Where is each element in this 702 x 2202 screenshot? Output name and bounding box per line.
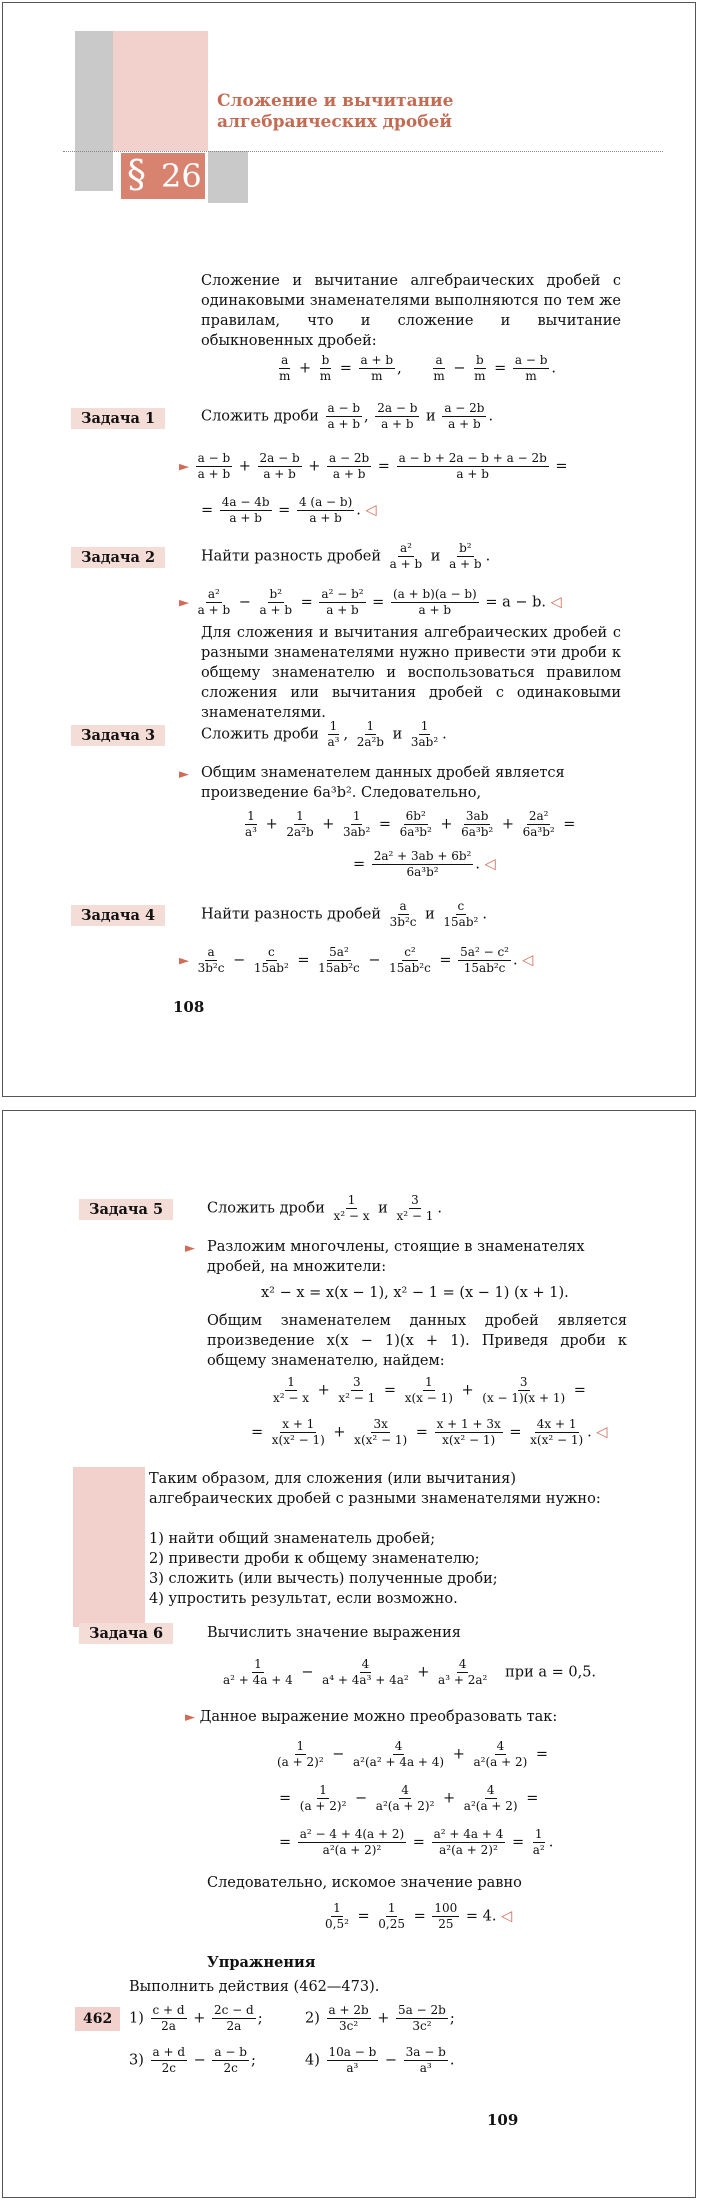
task2-label: Задача 2	[71, 547, 165, 568]
frac-num: 3a − b	[405, 2045, 446, 2059]
item-number: 1)	[129, 2010, 144, 2027]
task5-statement: Сложить дроби $\frac{1}{\text{x² − x}}$ и $\frac{3}{\text{x² − 1}}$ .	[207, 1193, 442, 1223]
frac-num: a − b	[214, 2045, 247, 2059]
frac-num: b	[321, 353, 330, 367]
frac-den: 6a³b²	[406, 865, 439, 879]
frac-num: a²	[207, 587, 220, 601]
frac-num: 4	[496, 1739, 505, 1753]
frac-den: a + b	[229, 511, 262, 525]
frac-num: 5a² − c²	[460, 945, 509, 959]
frac-den: a²(a + 2)	[463, 1799, 518, 1813]
item-number: 2)	[305, 2010, 320, 2027]
frac-den: a + b	[449, 557, 482, 571]
frac-num: x + 1	[282, 1417, 315, 1431]
frac-num: 2a − b	[259, 451, 300, 465]
frac-num: b²	[269, 587, 283, 601]
task6-expression: $\frac{1}{\text{a² + 4a + 4}}$ − $\frac{4}{\text{a⁴ + 4a³ + 4a²}}$ + $\frac{4}{\text{a³ + 2a²}}$ при a = 0,5.	[223, 1657, 597, 1687]
frac-num: a²	[399, 541, 412, 555]
frac-den: a²(a + 2)²	[322, 1843, 382, 1857]
frac-den: 15ab²c	[389, 961, 431, 975]
end-mark-icon: ◁	[501, 1908, 513, 1925]
frac-num: a − 2b	[329, 451, 370, 465]
exercise-item-2: 2) $\frac{a + 2b}{\text{3c²}}$ + $\frac{5a - 2b}{\text{3c²}}$ ;	[305, 2003, 455, 2033]
frac-num: 3	[519, 1375, 528, 1389]
frac-den: 2a	[161, 2019, 176, 2033]
end-mark-icon: ◁	[550, 594, 562, 611]
task5-solution-text1: Разложим многочлены, стоящие в знаменателях дробей, на множители:	[207, 1239, 585, 1275]
frac-num: 3	[411, 1193, 419, 1207]
frac-den: x(x − 1)	[404, 1391, 453, 1405]
frac-den: 6a³b²	[522, 825, 555, 839]
task6-value: $\frac{1}{\text{0,5²}}$ = $\frac{1}{0,25}$ = $\frac{100}{25}$ = 4. ◁	[325, 1901, 513, 1931]
task6-solution-label: Данное выражение можно преобразовать так:	[199, 1709, 558, 1725]
task2-text: Найти разность дробей	[201, 548, 382, 565]
and-word: и	[425, 906, 435, 923]
and-word: и	[378, 1200, 388, 1217]
frac-num: 4 (a − b)	[298, 495, 353, 509]
frac-num: a	[207, 945, 215, 959]
frac-num: a − b	[514, 353, 548, 367]
exercise-item-3: 3) $\frac{a + d}{2c}$ − $\frac{a - b}{2c}$ ;	[129, 2045, 256, 2075]
frac-num: a	[281, 353, 289, 367]
frac-num: a − 2b	[444, 401, 485, 415]
frac-den: 0,25	[378, 1917, 405, 1931]
task3-equation-line2: = $\frac{\text{2a² + 3ab + 6b²}}{\text{6a³b²}}$ . ◁	[353, 849, 496, 879]
frac-num: 3x	[373, 1417, 388, 1431]
rule-box-bg	[73, 1467, 145, 1627]
solution-arrow-icon: ►	[185, 1710, 195, 1725]
and-word: и	[392, 726, 403, 743]
task5-factorization: x² − x = x(x − 1), x² − 1 = (x − 1) (x + 1).	[261, 1285, 569, 1301]
frac-num: a + b	[360, 353, 394, 367]
frac-den: x(x² − 1)	[530, 1433, 584, 1447]
item-number: 3)	[129, 2052, 144, 2069]
page-number: 109	[487, 2111, 519, 2129]
task1-text: Сложить дроби	[201, 408, 319, 425]
frac-den: x² − x	[273, 1391, 310, 1405]
frac-den: a³	[327, 735, 340, 749]
exercise-number: 462	[75, 2007, 120, 2031]
frac-num: x + 1 + 3x	[436, 1417, 501, 1431]
task5-equation-line1: $\frac{1}{\text{x² − x}}$ + $\frac{3}{\text{x² − 1}}$ = $\frac{1}{x(x - 1)}$ + $\frac{3}{(x - 1)(x + 1)}$ =	[273, 1375, 586, 1405]
solution-arrow-icon: ►	[179, 767, 189, 782]
frac-num: a − b	[197, 451, 231, 465]
frac-den: a + b	[259, 603, 293, 617]
task5-equation-line2: = $\frac{x + 1}{\text{x(x² − 1)}}$ + $\frac{3x}{\text{x(x² − 1)}}$ = $\frac{x + 1 + 3x}{\text{x(x² − 1)}}$ = $\frac{4x + 1}{\text{x(x² − 1)}}$ . ◁	[251, 1417, 608, 1447]
task4-label: Задача 4	[71, 905, 165, 926]
task1-solution-line1: ► $\frac{a - b}{a + b}$ + $\frac{2a - b}{a + b}$ + $\frac{a - 2b}{a + b}$ = $\frac{a - b + 2a - b + a - 2b}{a + b}$ =	[179, 451, 568, 481]
frac-num: c	[267, 945, 275, 959]
frac-den: a + b	[448, 417, 481, 431]
frac-num: c	[457, 899, 465, 913]
section-symbol: §	[127, 152, 146, 196]
rule-paragraph: Для сложения и вычитания алгебраических дробей с разными знаменателями нужно привести эти дроби к общему знаменателю и воспользоваться правилом сложения или вычитания дробей с одинаковыми знаменателями.	[201, 625, 621, 721]
end-mark-icon: ◁	[365, 502, 377, 519]
frac-den: 2a	[226, 2019, 242, 2033]
frac-den: a²(a + 2)²	[375, 1799, 435, 1813]
frac-num: a − b + 2a − b + a − 2b	[398, 451, 547, 465]
task6-condition: при a = 0,5.	[505, 1664, 597, 1681]
frac-num: 4x + 1	[536, 1417, 577, 1431]
section-title-line2: алгебраических дробей	[217, 112, 452, 132]
frac-den: a³	[245, 825, 257, 839]
frac-den: a + b	[309, 511, 342, 525]
header-decor-gray	[75, 31, 113, 191]
frac-num: 1	[424, 1375, 433, 1389]
rule-item: 1) найти общий знаменатель дробей;	[149, 1531, 436, 1547]
task1-statement: Сложить дроби $\frac{a - b}{a + b}$ , $\frac{2a - b}{a + b}$ и $\frac{a - 2b}{a + b}$ .	[201, 401, 494, 431]
frac-num: 1	[296, 1739, 305, 1753]
frac-den: a + b	[381, 417, 414, 431]
frac-den: a²	[532, 1843, 545, 1857]
task3-equation-line1: $\frac{1}{\text{a³}}$ + $\frac{1}{\text{2a²b}}$ + $\frac{1}{\text{3ab²}}$ = $\frac{\text{6b²}}{\text{6a³b²}}$ + $\frac{3ab}{\text{6a³b²}}$ + $\frac{\text{2a²}}{\text{6a³b²}}$ =	[245, 809, 576, 839]
task5-solution-text2: Общим знаменателем данных дробей является произведение x(x − 1)(x + 1). Приведя дроби к общему знаменателю, найдем:	[207, 1313, 627, 1369]
frac-den: a + b	[389, 557, 423, 571]
frac-den: a²(a + 2)²	[439, 1843, 498, 1857]
task4-text: Найти разность дробей	[201, 906, 382, 923]
frac-num: a + d	[152, 2045, 186, 2059]
frac-num: 1	[296, 809, 304, 823]
frac-den: x² − 1	[338, 1391, 376, 1405]
end-mark-icon: ◁	[596, 1424, 608, 1441]
task5-text: Сложить дроби	[207, 1200, 325, 1217]
task4-solution: ► $\frac{a}{\text{3b²c}}$ − $\frac{c}{\text{15ab²}}$ = $\frac{\text{5a²}}{\text{15ab²c}}$ − $\frac{\text{c²}}{\text{15ab²c}}$ = $\frac{\text{5a² − c²}}{\text{15ab²c}}$ . ◁	[179, 945, 534, 975]
frac-den: 0,5²	[325, 1917, 349, 1931]
task6-line3: = $\frac{\text{a² − 4 + 4(a + 2)}}{\text{a²(a + 2)²}}$ = $\frac{\text{a² + 4a + 4}}{\text{a²(a + 2)²}}$ = $\frac{1}{\text{a²}}$ .	[279, 1827, 554, 1857]
rule-box-text: Таким образом, для сложения (или вычитания) алгебраических дробей с разными знаменателями нужно:	[149, 1471, 601, 1507]
task1-label: Задача 1	[71, 408, 165, 429]
frac-den: 3c²	[338, 2019, 359, 2033]
frac-den: m	[474, 369, 486, 383]
frac-num: 4	[394, 1739, 403, 1753]
solution-arrow-icon: ►	[179, 459, 189, 475]
rule-item: 3) сложить (или вычесть) полученные дроби;	[149, 1571, 498, 1587]
exercises-title: Упражнения	[207, 1954, 316, 1971]
frac-num: a	[435, 353, 443, 367]
frac-den: a³	[346, 2061, 359, 2075]
item-number: 4)	[305, 2052, 320, 2069]
page-109	[2, 1110, 696, 2198]
task2-result: = a − b.	[485, 594, 546, 611]
frac-num: a² + 4a + 4	[433, 1827, 504, 1841]
task6-solution-text	[185, 1707, 557, 1728]
frac-num: 3ab	[465, 809, 489, 823]
frac-num: 1	[352, 809, 361, 823]
frac-num: a² − b²	[321, 587, 364, 601]
frac-den: a + b	[263, 467, 296, 481]
frac-den: 15ab²	[443, 915, 479, 929]
page-108	[2, 2, 696, 1097]
end-mark-icon: ◁	[484, 856, 496, 873]
task6-line1: $\frac{1}{\text{(a + 2)²}}$ − $\frac{4}{\text{a²(a² + 4a + 4)}}$ + $\frac{4}{\text{a²(a + 2)}}$ =	[277, 1739, 549, 1769]
task6-result: = 4.	[465, 1908, 497, 1925]
frac-num: 1	[420, 719, 429, 733]
frac-num: 1	[333, 1901, 341, 1915]
frac-num: 1	[254, 1657, 262, 1671]
frac-num: 1	[329, 719, 338, 733]
frac-den: (x − 1)(x + 1)	[482, 1391, 566, 1405]
task3-solution-text: Общим знаменателем данных дробей является произведение 6a³b². Следовательно,	[201, 765, 565, 801]
frac-den: a²(a + 2)	[473, 1755, 528, 1769]
frac-den: 2c	[223, 2061, 238, 2075]
frac-den: x(x² − 1)	[354, 1433, 408, 1447]
frac-den: 6a³b²	[399, 825, 432, 839]
rule-formula: $\frac{a}{m}$ + $\frac{b}{m}$ = $\frac{a + b}{m}$ , $\frac{a}{m}$ − $\frac{b}{m}$ = $\frac{a - b}{m}$ .	[279, 353, 556, 383]
task3-text: Сложить дроби	[201, 726, 319, 743]
frac-num: 2a²	[528, 809, 549, 823]
task4-statement: Найти разность дробей $\frac{a}{\text{3b²c}}$ и $\frac{c}{\text{15ab²}}$ .	[201, 899, 487, 929]
frac-den: (a + 2)²	[277, 1755, 324, 1769]
frac-num: 4	[361, 1657, 370, 1671]
frac-num: 2a − b	[377, 401, 418, 415]
frac-den: x² − x	[333, 1209, 370, 1223]
frac-den: a + b	[332, 467, 366, 481]
frac-num: a + 2b	[328, 2003, 369, 2017]
frac-den: a + b	[327, 417, 361, 431]
task3-label: Задача 3	[71, 725, 165, 746]
frac-den: 25	[438, 1917, 454, 1931]
frac-den: 3b²c	[197, 961, 225, 975]
frac-num: 1	[347, 1193, 356, 1207]
frac-num: 100	[434, 1901, 458, 1915]
frac-num: a² − 4 + 4(a + 2)	[299, 1827, 405, 1841]
task6-line2: = $\frac{1}{\text{(a + 2)²}}$ − $\frac{4}{\text{a²(a + 2)²}}$ + $\frac{4}{\text{a²(a + 2)}}$ =	[279, 1783, 539, 1813]
header-dotted-line	[63, 151, 663, 152]
and-word: и	[430, 548, 441, 565]
and-word: и	[426, 408, 436, 425]
frac-num: b²	[459, 541, 472, 555]
frac-den: 15ab²c	[463, 961, 506, 975]
frac-den: x² − 1	[396, 1209, 434, 1223]
exercise-item-1: 1) $\frac{c + d}{2a}$ + $\frac{2c - d}{2a}$ ;	[129, 2003, 263, 2033]
frac-num: a	[399, 899, 407, 913]
frac-num: 1	[287, 1375, 295, 1389]
frac-den: a + b	[197, 467, 231, 481]
frac-num: c²	[404, 945, 416, 959]
frac-num: 4	[458, 1657, 467, 1671]
task6-statement: Вычислить значение выражения	[207, 1625, 461, 1641]
frac-den: a + b	[456, 467, 489, 481]
task1-solution-line2: = $\frac{4a - 4b}{a + b}$ = $\frac{4 (a - b)}{a + b}$ . ◁	[201, 495, 377, 525]
frac-den: a²(a² + 4a + 4)	[353, 1755, 445, 1769]
frac-num: 6b²	[405, 809, 426, 823]
frac-num: 2a² + 3ab + 6b²	[373, 849, 472, 863]
frac-den: m	[525, 369, 537, 383]
frac-den: 2a²b	[356, 735, 384, 749]
frac-den: 3c²	[412, 2019, 432, 2033]
frac-num: 1	[366, 719, 375, 733]
frac-den: a + b	[418, 603, 452, 617]
frac-num: a − b	[327, 401, 361, 415]
frac-den: (a + 2)²	[299, 1799, 347, 1813]
section-badge	[121, 153, 205, 199]
task5-label: Задача 5	[79, 1199, 173, 1220]
frac-num: 5a − 2b	[398, 2003, 446, 2017]
frac-den: a² + 4a + 4	[223, 1673, 293, 1687]
frac-den: m	[279, 369, 291, 383]
page-number: 108	[173, 998, 205, 1016]
task2-solution: ► $\frac{\text{a²}}{a + b}$ − $\frac{\text{b²}}{a + b}$ = $\frac{\text{a² − b²}}{a + b}$ = $\frac{(a + b)(a - b)}{a + b}$ = a − b. ◁	[179, 587, 562, 617]
frac-num: 10a − b	[328, 2045, 377, 2059]
section-title-line1: Сложение и вычитание	[217, 91, 454, 111]
frac-den: a + b	[197, 603, 231, 617]
task3-statement: Сложить дроби $\frac{1}{\text{a³}}$ , $\frac{1}{\text{2a²b}}$ и $\frac{1}{\text{3ab²}}$ .	[201, 719, 447, 749]
frac-den: a³	[419, 2061, 432, 2075]
frac-den: m	[319, 369, 332, 383]
section-number: 26	[161, 157, 202, 195]
frac-den: m	[371, 369, 383, 383]
task6-label: Задача 6	[79, 1623, 173, 1644]
frac-num: b	[475, 353, 484, 367]
rule-item: 4) упростить результат, если возможно.	[149, 1591, 458, 1607]
rule-item: 2) привести дроби к общему знаменателю;	[149, 1551, 480, 1567]
intro-paragraph: Сложение и вычитание алгебраических дробей с одинаковыми знаменателями выполняются по тем же правилам, что и сложение и вычитание обыкновенных дробей:	[201, 273, 621, 349]
exercises-intro: Выполнить действия (462—473).	[129, 1979, 380, 1995]
frac-num: 4	[401, 1783, 409, 1797]
section-title	[217, 91, 453, 133]
rule-list	[149, 1529, 619, 1609]
frac-num: (a + b)(a − b)	[392, 587, 477, 601]
frac-num: 2c − d	[213, 2003, 254, 2017]
frac-num: 5a²	[329, 945, 349, 959]
frac-num: 1	[319, 1783, 327, 1797]
frac-den: 15ab²c	[318, 961, 360, 975]
end-mark-icon: ◁	[522, 952, 534, 969]
frac-num: 1	[247, 809, 255, 823]
frac-num: 3	[353, 1375, 361, 1389]
frac-den: 2c	[161, 2061, 176, 2075]
frac-den: x(x² − 1)	[271, 1433, 325, 1447]
frac-den: 3b²c	[389, 915, 417, 929]
frac-den: a⁴ + 4a³ + 4a²	[322, 1673, 409, 1687]
header-decor-gray2	[208, 151, 248, 203]
solution-arrow-icon: ►	[179, 953, 189, 969]
frac-den: 15ab²	[253, 961, 289, 975]
frac-den: 3ab²	[410, 735, 439, 749]
exercise-item-4: 4) $\frac{10a - b}{\text{a³}}$ − $\frac{3a - b}{\text{a³}}$ .	[305, 2045, 455, 2075]
header-decor-pink	[113, 31, 208, 151]
frac-num: 1	[534, 1827, 543, 1841]
task2-statement: Найти разность дробей $\frac{\text{a²}}{a + b}$ и $\frac{\text{b²}}{a + b}$ .	[201, 541, 491, 571]
frac-den: a + b	[326, 603, 359, 617]
frac-den: m	[433, 369, 445, 383]
frac-num: 4	[486, 1783, 495, 1797]
frac-den: 6a³b²	[461, 825, 494, 839]
solution-arrow-icon: ►	[179, 595, 189, 611]
frac-num: c + d	[152, 2003, 185, 2017]
frac-num: 4a − 4b	[221, 495, 270, 509]
frac-den: 3ab²	[343, 825, 371, 839]
frac-den: a³ + 2a²	[438, 1673, 488, 1687]
frac-num: 1	[387, 1901, 396, 1915]
task6-conclusion: Следовательно, искомое значение равно	[207, 1875, 522, 1891]
solution-arrow-icon: ►	[185, 1241, 195, 1256]
frac-den: 2a²b	[286, 825, 314, 839]
frac-den: x(x² − 1)	[442, 1433, 496, 1447]
